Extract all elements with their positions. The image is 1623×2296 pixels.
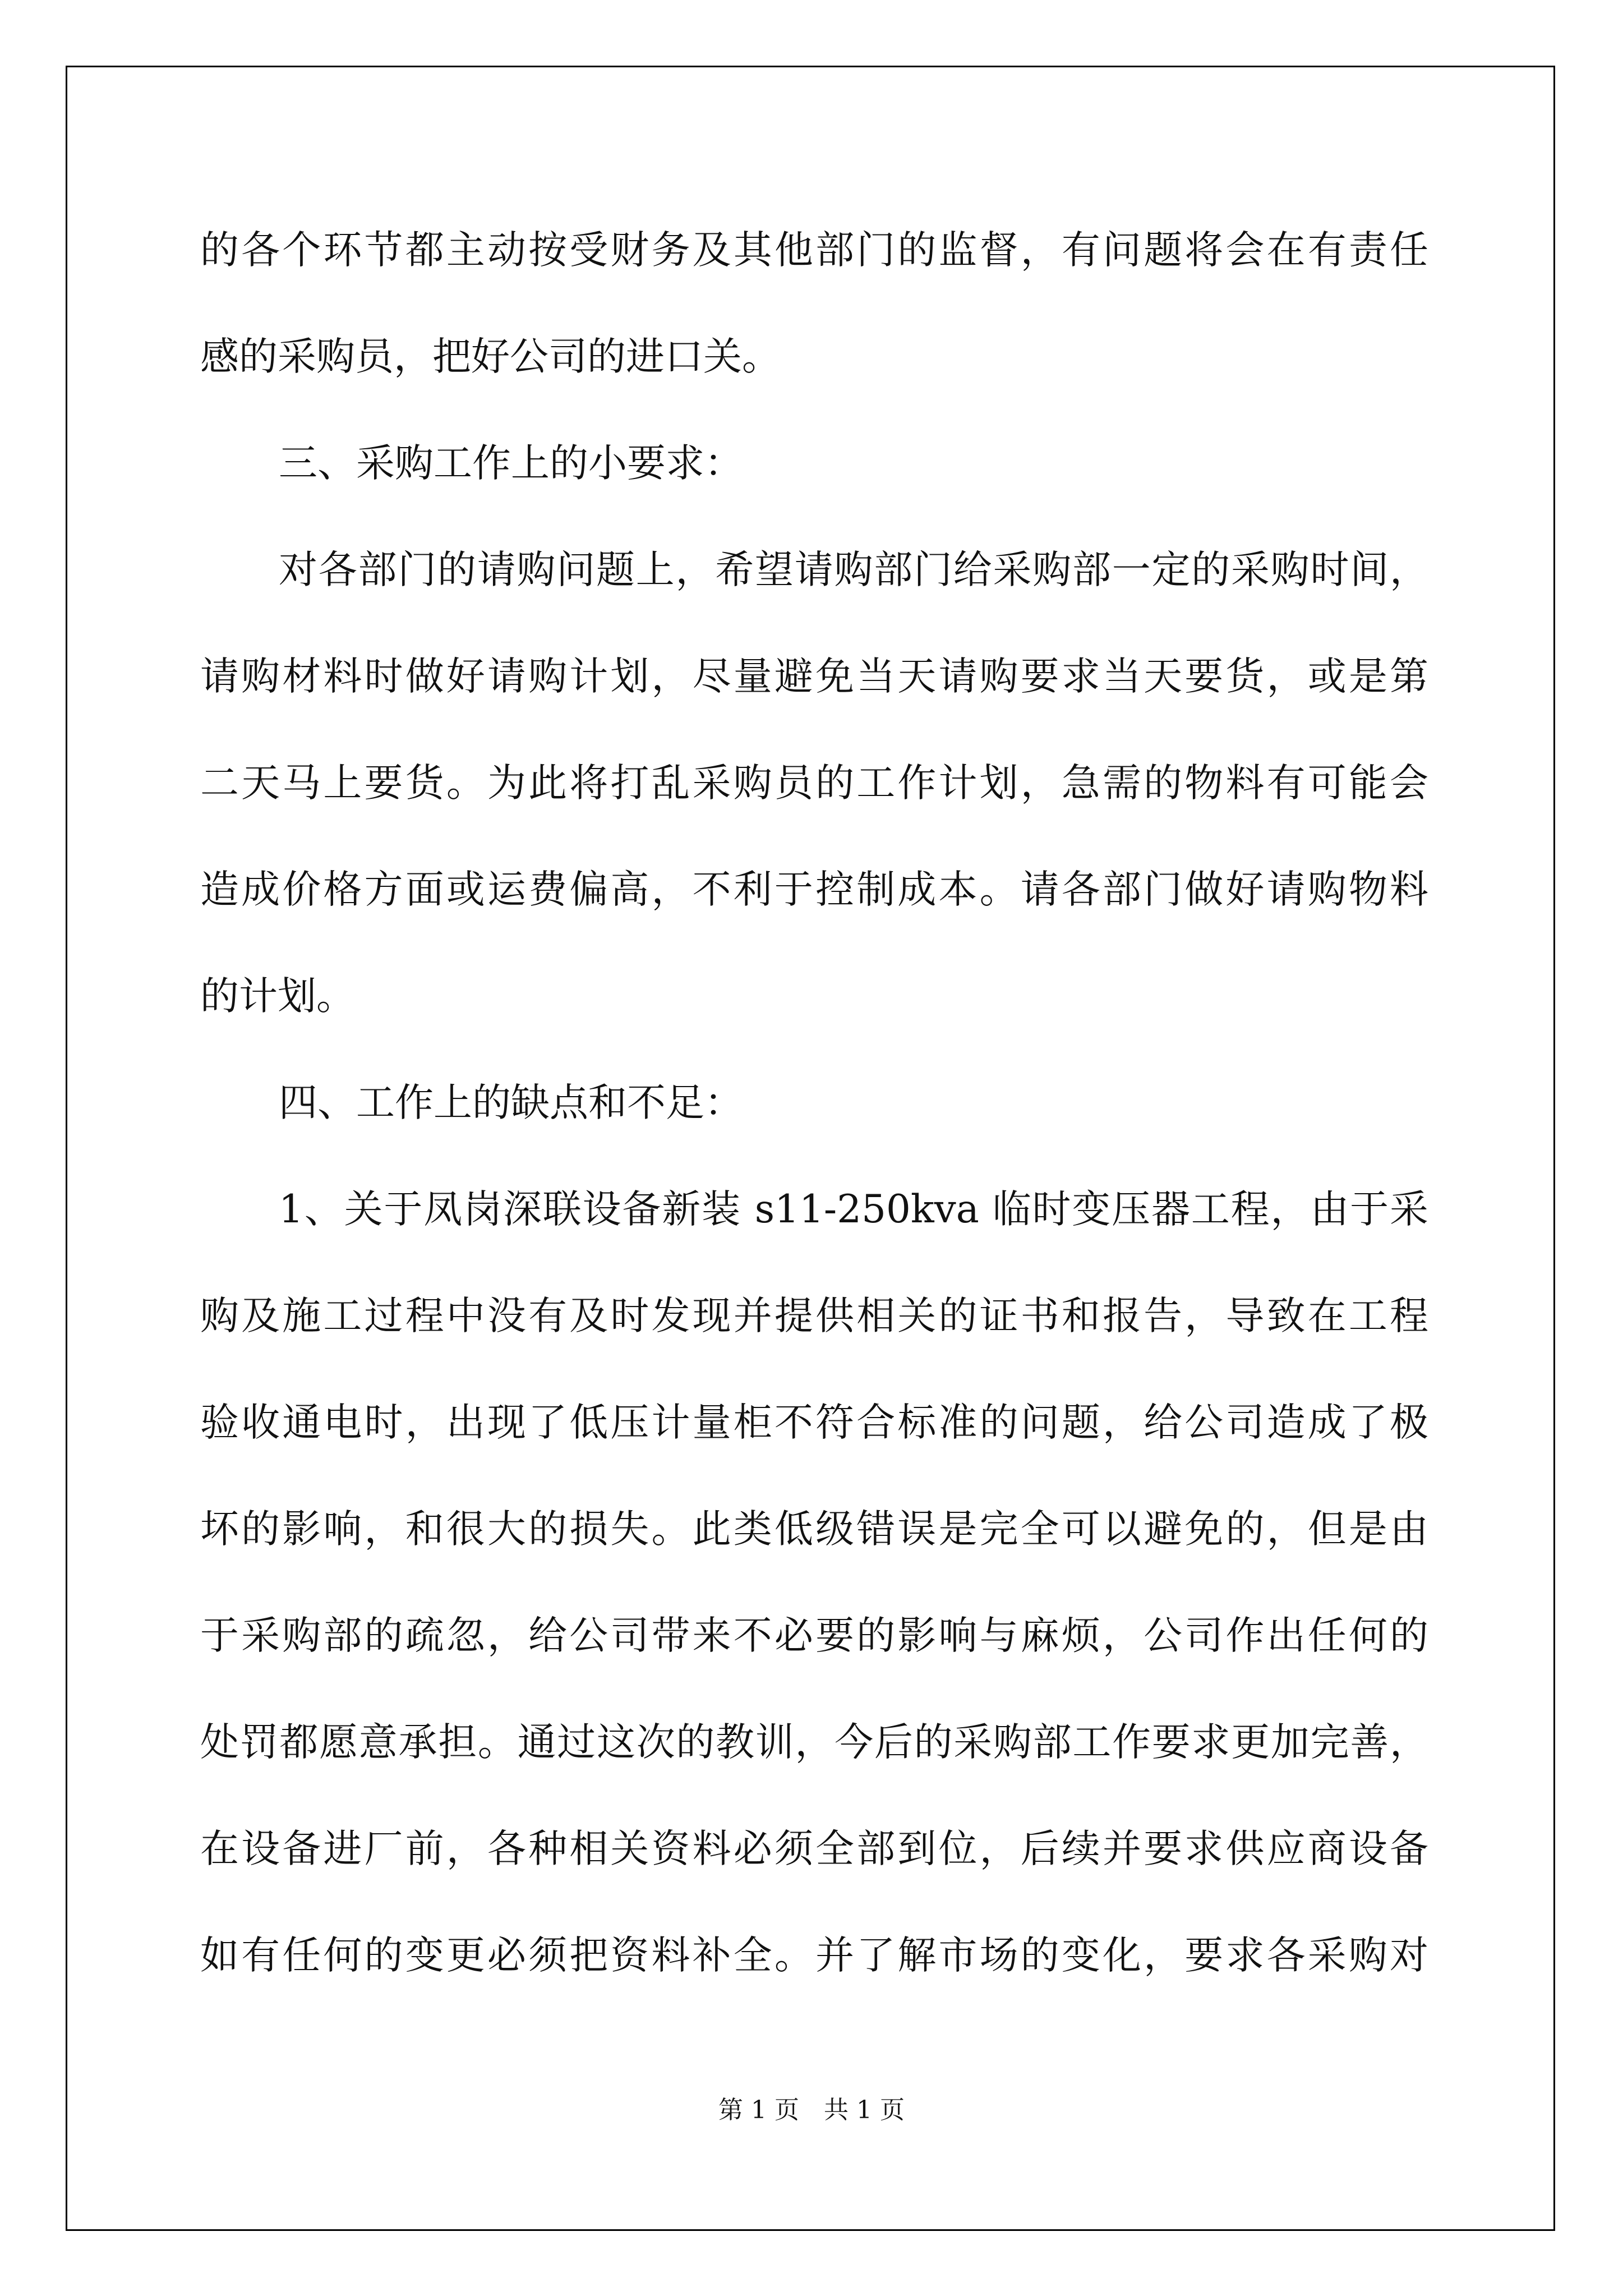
paragraph-line: 处罚都愿意承担。通过这次的教训，今后的采购部工作要求更加完善，: [200, 1720, 1428, 1765]
section-heading: 三、采购工作上的小要求：: [279, 441, 743, 486]
paragraph-line: 对各部门的请购问题上，希望请购部门给采购部一定的采购时间，: [279, 547, 1428, 592]
paragraph-line: 于采购部的疏忽，给公司带来不必要的影响与麻烦，公司作出任何的: [200, 1613, 1428, 1658]
paragraph-line: 坏的影响，和很大的损失。此类低级错误是完全可以避免的，但是由: [200, 1507, 1428, 1552]
paragraph-line: 感的采购员，把好公司的进口关。: [200, 334, 781, 379]
paragraph-line: 验收通电时，出现了低压计量柜不符合标准的问题，给公司造成了极: [200, 1400, 1428, 1445]
paragraph-line: 如有任何的变更必须把资料补全。并了解市场的变化，要求各采购对: [200, 1933, 1428, 1978]
document-body: [200, 214, 1428, 2026]
paragraph-line: 造成价格方面或运费偏高，不利于控制成本。请各部门做好请购物料: [200, 867, 1428, 912]
paragraph-line: 在设备进厂前，各种相关资料必须全部到位，后续并要求供应商设备: [200, 1826, 1428, 1871]
paragraph-line: 购及施工过程中没有及时发现并提供相关的证书和报告，导致在工程: [200, 1294, 1428, 1338]
section-heading: 四、工作上的缺点和不足：: [279, 1080, 743, 1125]
paragraph-line: 的各个环节都主动按受财务及其他部门的监督，有问题将会在有责任: [200, 228, 1428, 273]
paragraph-line: 1、关于凤岗深联设备新装 s11-250kva 临时变压器工程，由于采: [279, 1187, 1428, 1232]
paragraph-line: 二天马上要货。为此将打乱采购员的工作计划，急需的物料有可能会: [200, 761, 1428, 806]
paragraph-line: 请购材料时做好请购计划，尽量避免当天请购要求当天要货，或是第: [200, 654, 1428, 699]
page-number-footer: 第 1 页 共 1 页: [718, 2096, 905, 2124]
paragraph-line: 的计划。: [200, 974, 355, 1019]
